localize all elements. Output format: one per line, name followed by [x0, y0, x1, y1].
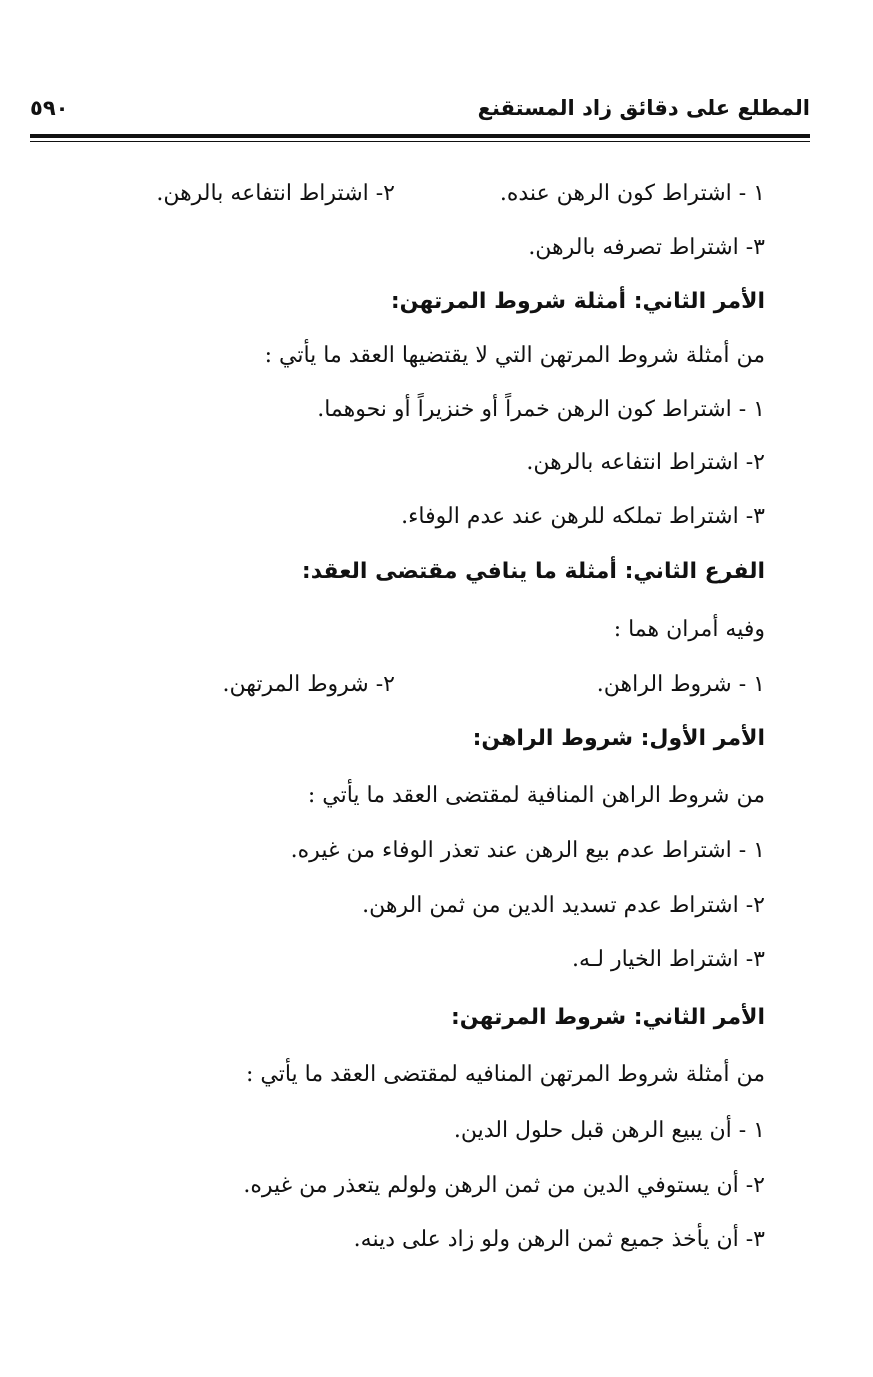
list-item: ١ - اشتراط عدم بيع الرهن عند تعذر الوفاء من غيره.	[290, 838, 765, 863]
paragraph-intro: من أمثلة شروط المرتهن المنافيه لمقتضى العقد ما يأتي :	[245, 1062, 765, 1087]
page-number: ٥٩٠	[30, 96, 69, 120]
header-rule-thin	[30, 141, 810, 142]
list-item: ١ - أن يبيع الرهن قبل حلول الدين.	[453, 1118, 765, 1143]
header-rule-thick	[30, 134, 810, 138]
text-line-two-col	[60, 665, 765, 705]
list-item: ٣- اشتراط تملكه للرهن عند عدم الوفاء.	[401, 504, 765, 529]
paragraph-intro: من شروط الراهن المنافية لمقتضى العقد ما يأتي :	[307, 783, 765, 808]
text-line-1	[60, 174, 765, 214]
list-item: ٣- اشتراط تصرفه بالرهن.	[528, 235, 765, 260]
list-item: ٢- اشتراط انتفاعه بالرهن.	[526, 450, 765, 475]
list-item: ٣- اشتراط الخيار لـه.	[572, 947, 765, 972]
paragraph-intro: وفيه أمران هما :	[613, 617, 765, 642]
list-item: ٢- اشتراط انتفاعه بالرهن.	[156, 181, 395, 206]
book-title: المطلع على دقائق زاد المستقنع	[477, 96, 810, 120]
list-item: ١ - اشتراط كون الرهن خمراً أو خنزيراً أو نحوهما.	[317, 397, 765, 422]
list-item: ١ - شروط الراهن.	[596, 672, 765, 697]
list-item: ١ - اشتراط كون الرهن عنده.	[499, 181, 765, 206]
page-header	[30, 92, 810, 132]
list-item: ٣- أن يأخذ جميع ثمن الرهن ولو زاد على دينه.	[353, 1227, 765, 1252]
section-heading: الفرع الثاني: أمثلة ما ينافي مقتضى العقد:	[301, 559, 765, 584]
list-item: ٢- شروط المرتهن.	[222, 672, 395, 697]
section-heading: الأمر الثاني: شروط المرتهن:	[450, 1005, 765, 1030]
list-item: ٢- اشتراط عدم تسديد الدين من ثمن الرهن.	[362, 893, 765, 918]
paragraph-intro: من أمثلة شروط المرتهن التي لا يقتضيها العقد ما يأتي :	[264, 343, 765, 368]
section-heading: الأمر الثاني: أمثلة شروط المرتهن:	[390, 289, 765, 314]
list-item: ٢- أن يستوفي الدين من ثمن الرهن ولولم يتعذر من غيره.	[243, 1173, 765, 1198]
section-heading: الأمر الأول: شروط الراهن:	[472, 726, 765, 751]
